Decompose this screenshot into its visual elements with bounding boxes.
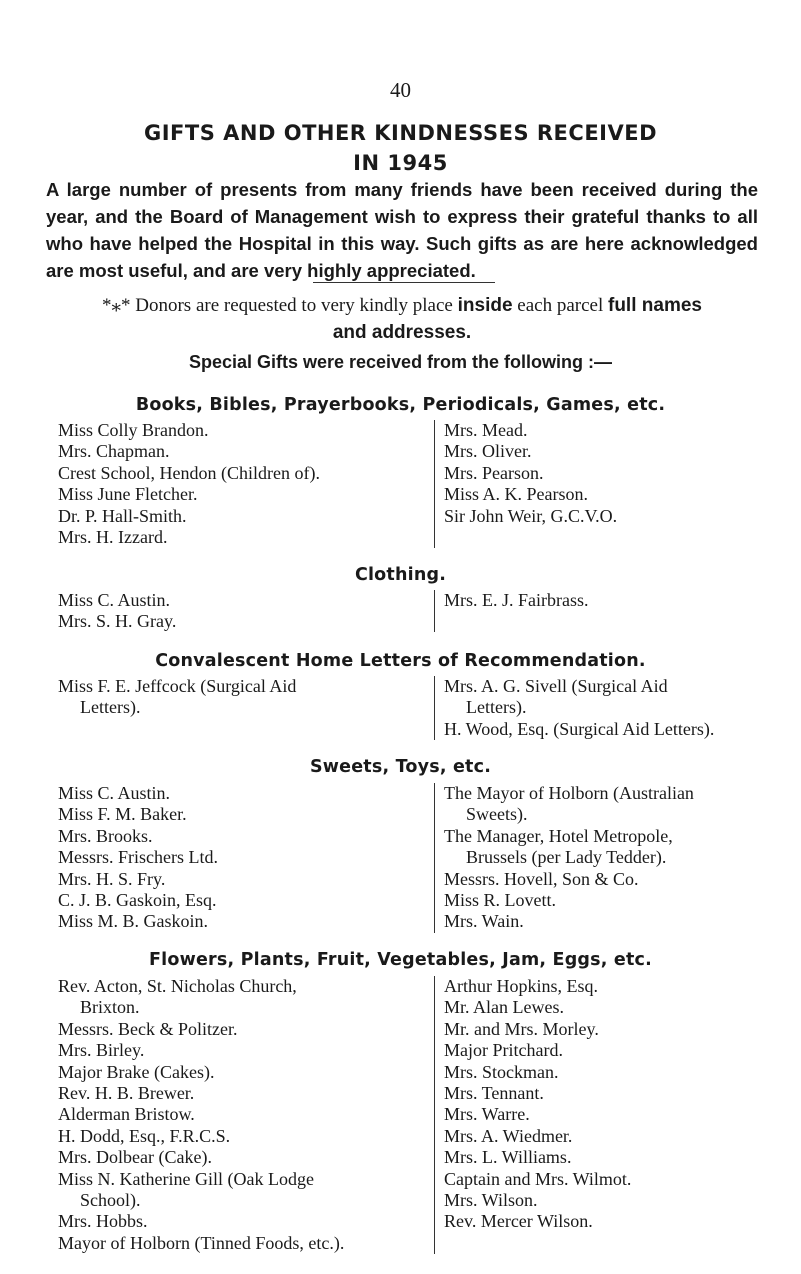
donor-entry: Mrs. L. Williams. xyxy=(444,1147,572,1168)
donor-entry: Mrs. H. S. Fry. xyxy=(58,868,166,889)
donor-entry-continuation: Brixton. xyxy=(80,997,140,1018)
donor-entry: Arthur Hopkins, Esq. xyxy=(444,976,598,996)
books-left-column xyxy=(58,420,426,548)
donor-entry: The Mayor of Holborn (Australian xyxy=(444,783,694,803)
donor-entry: H. Dodd, Esq., F.R.C.S. xyxy=(58,1125,231,1146)
intro-paragraph: A large number of presents from many friends have been received during the year, and the Board of Management wish to express their grateful thanks to all who have helped the Hospital in this way. Such gifts as are here acknowledged are most useful, and are very highly appreciated. xyxy=(46,179,758,281)
donor-entry: Captain and Mrs. Wilmot. xyxy=(444,1168,632,1189)
donor-entry-continuation: Brussels (per Lady Tedder). xyxy=(466,847,667,868)
clothing-left-column xyxy=(58,590,426,633)
donor-entry: Mrs. Chapman. xyxy=(58,441,170,462)
donors-note-middle: each parcel xyxy=(512,295,608,316)
donor-entry: Miss N. Katherine Gill (Oak Lodge xyxy=(58,1168,314,1189)
donors-note-line-1 xyxy=(46,292,758,319)
donor-entry: Miss C. Austin. xyxy=(58,783,171,803)
donor-entry: Miss F. E. Jeffcock (Surgical Aid xyxy=(58,676,297,696)
donor-entry-continuation: Sweets). xyxy=(466,804,528,825)
donor-entry: Mrs. Warre. xyxy=(444,1104,530,1125)
page-title-line-2: IN 1945 xyxy=(353,151,448,175)
donor-entry: Mrs. Hobbs. xyxy=(58,1211,148,1232)
donor-entry: Rev. H. B. Brewer. xyxy=(58,1083,195,1104)
section-heading-flowers: Flowers, Plants, Fruit, Vegetables, Jam, Eggs, etc. xyxy=(149,950,652,970)
donors-note-inside: inside xyxy=(457,295,513,316)
donor-entry: Mr. and Mrs. Morley. xyxy=(444,1018,599,1039)
donor-entry: Mrs. Stockman. xyxy=(444,1061,559,1082)
donor-entry: Sir John Weir, G.C.V.O. xyxy=(444,505,618,526)
donor-entry: The Manager, Hotel Metropole, xyxy=(444,825,673,846)
donor-entry: Mrs. Tennant. xyxy=(444,1083,544,1104)
donor-entry: Miss Colly Brandon. xyxy=(58,420,209,440)
donor-entry: Miss June Fletcher. xyxy=(58,484,198,505)
donor-entry: Alderman Bristow. xyxy=(58,1104,195,1125)
donor-entry-continuation: Letters). xyxy=(80,697,141,718)
donor-entry: Mrs. S. H. Gray. xyxy=(58,611,177,632)
donor-entry: Major Brake (Cakes). xyxy=(58,1061,215,1082)
page-title-line-1: GIFTS AND OTHER KINDNESSES RECEIVED xyxy=(143,121,658,145)
donor-entry: Mrs. Wilson. xyxy=(444,1190,538,1211)
clothing-right-column xyxy=(434,590,764,632)
donor-entry: Mrs. A. G. Sivell (Surgical Aid xyxy=(444,676,668,696)
donor-entry: H. Wood, Esq. (Surgical Aid Letters). xyxy=(444,718,715,739)
donors-note xyxy=(46,292,758,346)
section-heading-convalescent: Convalescent Home Letters of Recommendation. xyxy=(155,651,646,671)
donor-entry: Mrs. Oliver. xyxy=(444,441,532,462)
donor-entry: Mrs. H. Izzard. xyxy=(58,527,168,548)
convalescent-left-column xyxy=(58,676,424,719)
donor-entry: Rev. Mercer Wilson. xyxy=(444,1211,593,1232)
books-right-column xyxy=(434,420,764,548)
divider-rule xyxy=(313,282,495,283)
donor-entry-continuation: Letters). xyxy=(466,697,527,718)
sweets-right-column xyxy=(434,783,764,933)
donor-entry: Messrs. Hovell, Son & Co. xyxy=(444,868,639,889)
page-title xyxy=(40,118,761,178)
donor-entry: Mayor of Holborn (Tinned Foods, etc.). xyxy=(58,1232,345,1253)
donor-entry: Mrs. A. Wiedmer. xyxy=(444,1125,573,1146)
donor-entry: Mrs. Mead. xyxy=(444,420,528,440)
donor-entry: Messrs. Frischers Ltd. xyxy=(58,847,218,868)
special-gifts-heading: Special Gifts were received from the following :— xyxy=(188,352,613,372)
donor-entry: Mrs. E. J. Fairbrass. xyxy=(444,590,589,610)
donor-entry: Messrs. Beck & Politzer. xyxy=(58,1018,238,1039)
donor-entry: Dr. P. Hall-Smith. xyxy=(58,505,187,526)
donor-entry: C. J. B. Gaskoin, Esq. xyxy=(58,890,217,911)
donor-entry: Miss R. Lovett. xyxy=(444,890,557,911)
flowers-left-column xyxy=(58,976,424,1254)
donor-entry: Miss A. K. Pearson. xyxy=(444,484,589,505)
section-heading-clothing: Clothing. xyxy=(354,565,447,585)
donor-entry: Mrs. Dolbear (Cake). xyxy=(58,1147,212,1168)
section-heading-books: Books, Bibles, Prayerbooks, Periodicals, Games, etc. xyxy=(135,395,666,415)
donor-entry: Miss M. B. Gaskoin. xyxy=(58,911,209,932)
convalescent-right-column xyxy=(434,676,764,740)
page-number: 40 xyxy=(390,78,411,102)
donor-entry: Mrs. Brooks. xyxy=(58,825,153,846)
donor-entry: Crest School, Hendon (Children of). xyxy=(58,462,320,483)
sweets-left-column xyxy=(58,783,426,933)
donor-entry: Mr. Alan Lewes. xyxy=(444,997,564,1018)
donor-entry: Mrs. Wain. xyxy=(444,911,524,932)
donor-entry: Rev. Acton, St. Nicholas Church, xyxy=(58,976,297,996)
donor-entry: Miss C. Austin. xyxy=(58,590,171,610)
donors-note-line-2: and addresses. xyxy=(332,322,472,343)
section-heading-sweets: Sweets, Toys, etc. xyxy=(309,757,492,777)
donor-entry: Mrs. Birley. xyxy=(58,1040,145,1061)
donors-note-full-names: full names xyxy=(608,295,702,316)
flowers-right-column xyxy=(434,976,764,1254)
donor-entry: Miss F. M. Baker. xyxy=(58,804,187,825)
donor-entry-continuation: School). xyxy=(80,1190,141,1211)
donor-entry: Major Pritchard. xyxy=(444,1040,563,1061)
donor-entry: Mrs. Pearson. xyxy=(444,462,544,483)
donors-note-prefix: *⁎* Donors are requested to very kindly place xyxy=(102,295,458,316)
